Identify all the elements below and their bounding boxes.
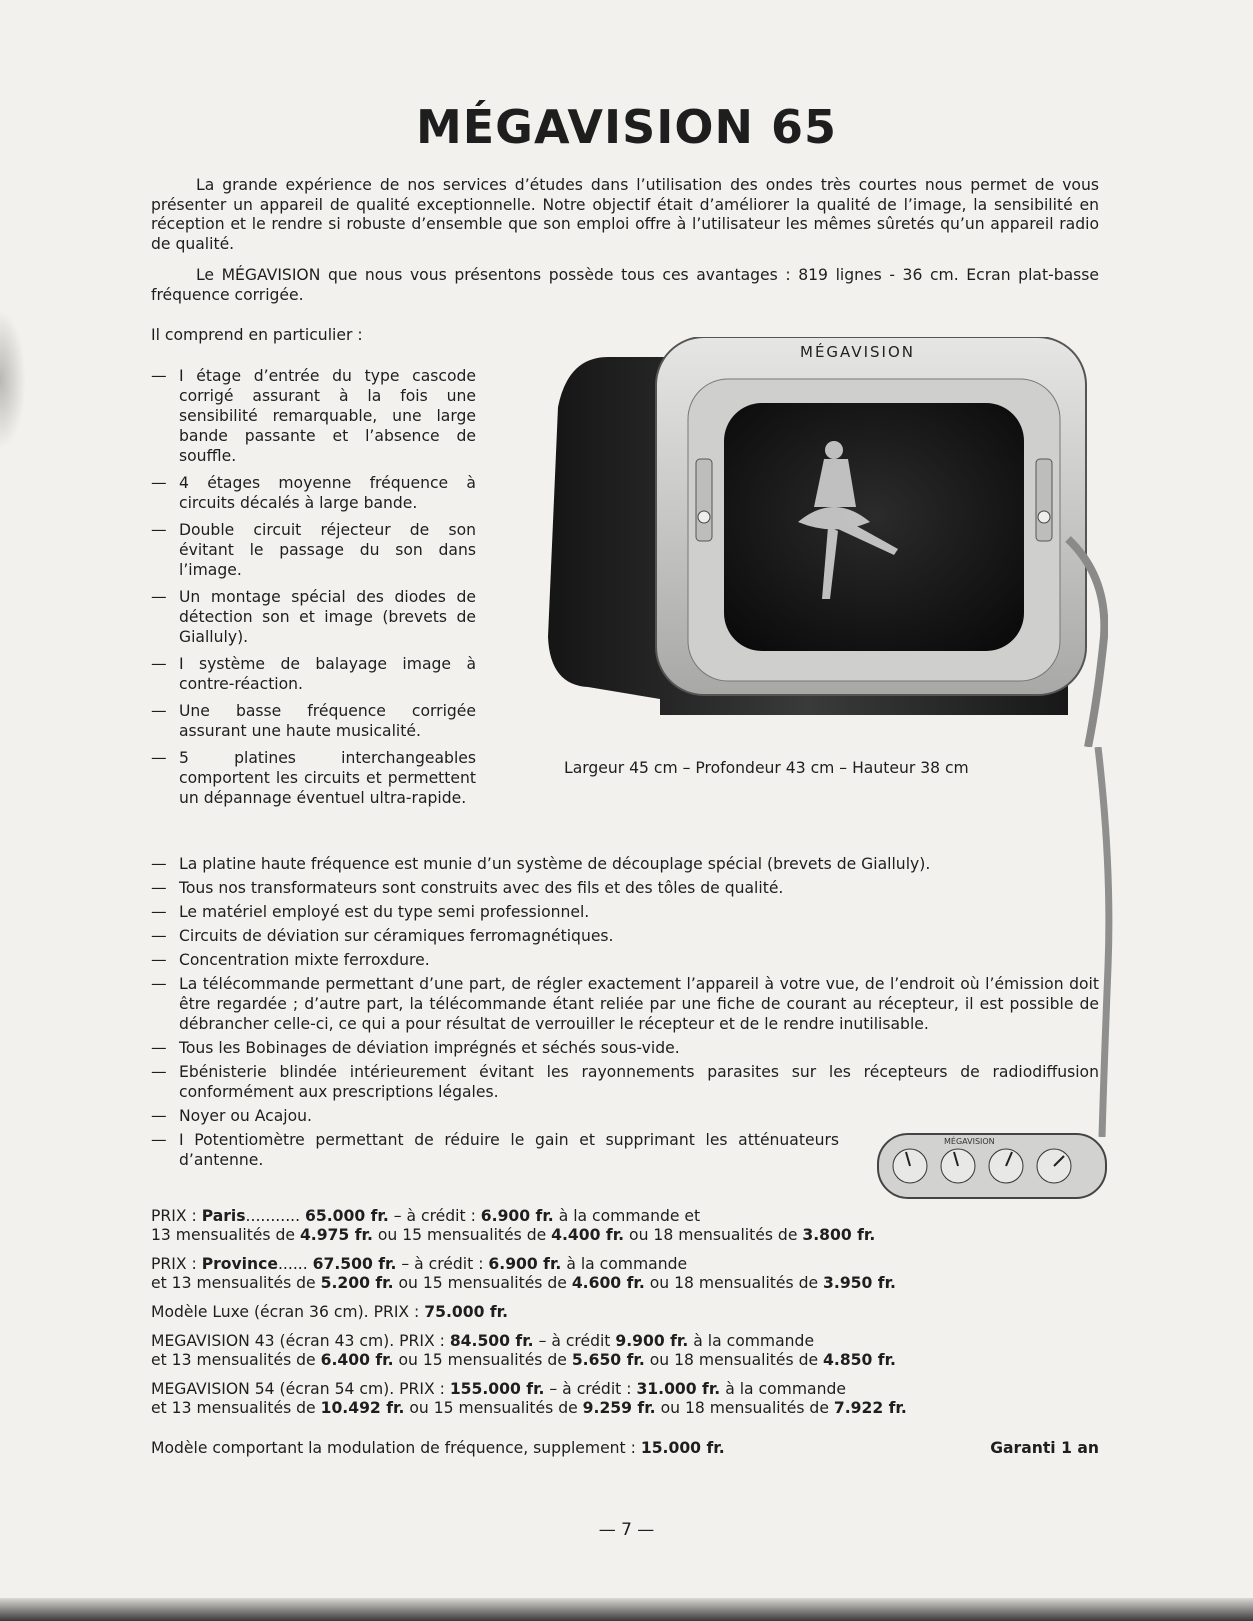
list-item: — Un montage spécial des diodes de détection son et image (brevets de Gialluly).: [151, 588, 476, 646]
remote-brand-label: MÉGAVISION: [944, 1137, 995, 1146]
list-item: — La télécommande permettant d’une part, de régler exactement l’appareil à votre vue, de l’endroit où l’émission doit être regardée ; d’autre part, la télécommande étant reliée par une fiche de courant au récepteur, il est possible de débrancher celle-ci, ce qui a pour résultat de verrouiller le récepteur et de le rendre inutilisable.: [151, 975, 1099, 1033]
price-province: PRIX : Province...... 67.500 fr. – à crédit : 6.900 fr. à la commande et 13 mensualités de 5.200 fr. ou 15 mensualités de 4.600 fr. ou 18 mensualités de 3.950 fr.: [151, 1255, 896, 1292]
list-item: — Circuits de déviation sur céramiques ferromagnétiques.: [151, 927, 614, 945]
list-item: — 5 platines interchangeables comportent les circuits et permettent un dépannage éventuel ultra-rapide.: [151, 749, 476, 807]
intro-paragraph-1: La grande expérience de nos services d’études dans l’utilisation des ondes très courtes nous permet de vous présenter un appareil de qualité exceptionnelle. Notre objectif était d’améliorer la qualité de l’image, la sensibilité en réception et le rendre si robuste d’ensemble que son emploi offre à l’utilisateur les mêmes sûretés qu’un appareil radio de qualité.: [151, 176, 1099, 253]
price-paris: PRIX : Paris........... 65.000 fr. – à crédit : 6.900 fr. à la commande et 13 mensualités de 4.975 fr. ou 15 mensualités de 4.400 fr. ou 18 mensualités de 3.800 fr.: [151, 1207, 876, 1244]
list-item: — Ebénisterie blindée intérieurement évitant les rayonnements parasites sur les récepteurs de radiodiffusion conformément aux prescriptions légales.: [151, 1063, 1099, 1101]
page-title: MÉGAVISION 65: [415, 100, 838, 154]
feature-list-wide: [151, 854, 1099, 1174]
tv-brand-label: MÉGAVISION: [800, 343, 916, 361]
page-edge: [0, 1598, 1253, 1621]
list-item: — La platine haute fréquence est munie d’un système de découplage spécial (brevets de Gialluly).: [151, 855, 931, 873]
guarantee-label: Garanti 1 an: [990, 1439, 1099, 1457]
price-megavision-43: MEGAVISION 43 (écran 43 cm). PRIX : 84.500 fr. – à crédit 9.900 fr. à la commande et 13 mensualités de 6.400 fr. ou 15 mensualités de 5.650 fr. ou 18 mensualités de 4.850 fr.: [151, 1332, 896, 1369]
list-item: — Double circuit réjecteur de son évitant le passage du son dans l’image.: [151, 521, 476, 579]
fm-supplement: Modèle comportant la modulation de fréquence, supplement : 15.000 fr.: [151, 1439, 725, 1457]
list-item: — Une basse fréquence corrigée assurant une haute musicalité.: [151, 702, 476, 740]
list-item: — I Potentiomètre permettant de réduire le gain et supprimant les atténuateurs d’antenne.: [151, 1131, 839, 1169]
list-intro: Il comprend en particulier :: [151, 326, 363, 344]
list-item: — 4 étages moyenne fréquence à circuits décalés à large bande.: [151, 474, 476, 512]
price-section: [151, 1207, 1099, 1428]
television-photo: [548, 337, 1108, 747]
price-luxe: Modèle Luxe (écran 36 cm). PRIX : 75.000 fr.: [151, 1303, 509, 1321]
dimensions-caption: Largeur 45 cm – Profondeur 43 cm – Hauteur 38 cm: [564, 759, 969, 777]
page-stain: [0, 310, 26, 450]
list-item: — I système de balayage image à contre-réaction.: [151, 655, 476, 693]
list-item: — Tous nos transformateurs sont construits avec des fils et des tôles de qualité.: [151, 879, 784, 897]
list-item: — Noyer ou Acajou.: [151, 1107, 313, 1125]
list-item: — Tous les Bobinages de déviation imprégnés et séchés sous-vide.: [151, 1039, 680, 1057]
list-item: — Le matériel employé est du type semi professionnel.: [151, 903, 590, 921]
intro-paragraph-2: Le MÉGAVISION que nous vous présentons possède tous ces avantages : 819 lignes - 36 cm. Ecran plat-basse fréquence corrigée.: [151, 266, 1099, 304]
list-item: — Concentration mixte ferroxdure.: [151, 951, 430, 969]
list-item: — I étage d’entrée du type cascode corrigé assurant à la fois une sensibilité remarquable, une large bande passante et l’absence de souffle.: [151, 367, 476, 465]
feature-list-narrow: [151, 366, 476, 815]
page-number: — 7 —: [598, 1520, 655, 1540]
price-megavision-54: MEGAVISION 54 (écran 54 cm). PRIX : 155.000 fr. – à crédit : 31.000 fr. à la commande et 13 mensualités de 10.492 fr. ou 15 mensualités de 9.259 fr. ou 18 mensualités de 7.922 fr.: [151, 1380, 907, 1417]
